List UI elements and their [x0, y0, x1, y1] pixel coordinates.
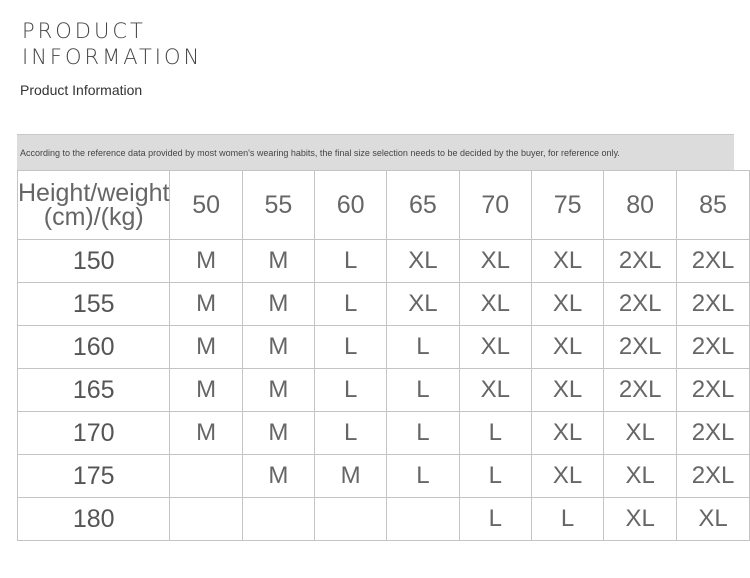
size-cell: XL: [604, 412, 677, 455]
height-cell: 155: [18, 283, 170, 326]
size-cell: [170, 498, 242, 541]
size-cell: M: [170, 369, 242, 412]
size-cell: M: [170, 283, 242, 326]
size-cell: M: [170, 326, 242, 369]
corner-label-line-2: (cm)/(kg): [43, 203, 144, 231]
size-cell: L: [315, 326, 387, 369]
size-cell: 2XL: [677, 412, 750, 455]
size-cell: XL: [531, 412, 603, 455]
size-cell: 2XL: [677, 326, 750, 369]
table-row: [18, 412, 750, 455]
size-cell: 2XL: [604, 240, 677, 283]
size-cell: M: [242, 455, 314, 498]
reference-note-banner: [17, 134, 734, 171]
table-row: [18, 498, 750, 541]
corner-label-line-1: Height/weight: [18, 179, 170, 207]
size-cell: M: [170, 240, 242, 283]
size-cell: M: [315, 455, 387, 498]
size-cell: L: [459, 455, 531, 498]
size-cell: 2XL: [677, 369, 750, 412]
size-cell: XL: [531, 240, 603, 283]
size-cell: XL: [387, 283, 459, 326]
size-cell: L: [387, 369, 459, 412]
size-cell: M: [242, 326, 314, 369]
corner-cell: [18, 171, 170, 240]
weight-header: 65: [387, 171, 459, 240]
weight-header: 55: [242, 171, 314, 240]
weight-header: 80: [604, 171, 677, 240]
table-row: [18, 326, 750, 369]
title-line-2: INFORMATION: [22, 45, 203, 69]
size-cell: XL: [459, 369, 531, 412]
size-cell: XL: [459, 240, 531, 283]
size-cell: XL: [531, 326, 603, 369]
weight-header: 50: [170, 171, 242, 240]
page-subtitle: Product Information: [20, 82, 143, 98]
size-cell: 2XL: [604, 369, 677, 412]
weight-header: 75: [531, 171, 603, 240]
height-cell: 175: [18, 455, 170, 498]
size-cell: XL: [459, 326, 531, 369]
size-cell: L: [387, 455, 459, 498]
size-cell: XL: [531, 283, 603, 326]
size-cell: L: [531, 498, 603, 541]
height-cell: 160: [18, 326, 170, 369]
table-row: [18, 369, 750, 412]
height-cell: 165: [18, 369, 170, 412]
size-cell: XL: [604, 455, 677, 498]
weight-header: 60: [315, 171, 387, 240]
size-cell: XL: [459, 283, 531, 326]
size-cell: 2XL: [604, 326, 677, 369]
size-cell: M: [242, 369, 314, 412]
size-cell: L: [315, 412, 387, 455]
size-cell: XL: [677, 498, 750, 541]
height-cell: 170: [18, 412, 170, 455]
size-cell: XL: [531, 369, 603, 412]
size-cell: L: [459, 498, 531, 541]
size-cell: [170, 455, 242, 498]
size-cell: 2XL: [677, 455, 750, 498]
height-cell: 180: [18, 498, 170, 541]
table-row: [18, 283, 750, 326]
size-cell: L: [387, 326, 459, 369]
size-cell: M: [242, 283, 314, 326]
size-cell: 2XL: [604, 283, 677, 326]
table-row: [18, 455, 750, 498]
size-cell: [387, 498, 459, 541]
size-cell: XL: [531, 455, 603, 498]
size-cell: [315, 498, 387, 541]
size-cell: M: [242, 412, 314, 455]
size-cell: 2XL: [677, 283, 750, 326]
size-cell: L: [315, 369, 387, 412]
size-cell: L: [315, 240, 387, 283]
size-cell: XL: [604, 498, 677, 541]
size-cell: [242, 498, 314, 541]
weight-header: 70: [459, 171, 531, 240]
weight-header: 85: [677, 171, 750, 240]
size-cell: XL: [387, 240, 459, 283]
size-cell: M: [170, 412, 242, 455]
title-line-1: PRODUCT: [22, 19, 146, 43]
table-header-row: [18, 171, 750, 240]
table-row: [18, 240, 750, 283]
size-chart-table: [17, 170, 750, 541]
reference-note-text: According to the reference data provided by most women's wearing habits, the final size selection needs to be decided by the buyer, for reference only.: [20, 148, 620, 158]
size-cell: L: [387, 412, 459, 455]
size-cell: L: [459, 412, 531, 455]
height-cell: 150: [18, 240, 170, 283]
page-title: [22, 18, 202, 70]
size-cell: L: [315, 283, 387, 326]
size-cell: 2XL: [677, 240, 750, 283]
size-cell: M: [242, 240, 314, 283]
